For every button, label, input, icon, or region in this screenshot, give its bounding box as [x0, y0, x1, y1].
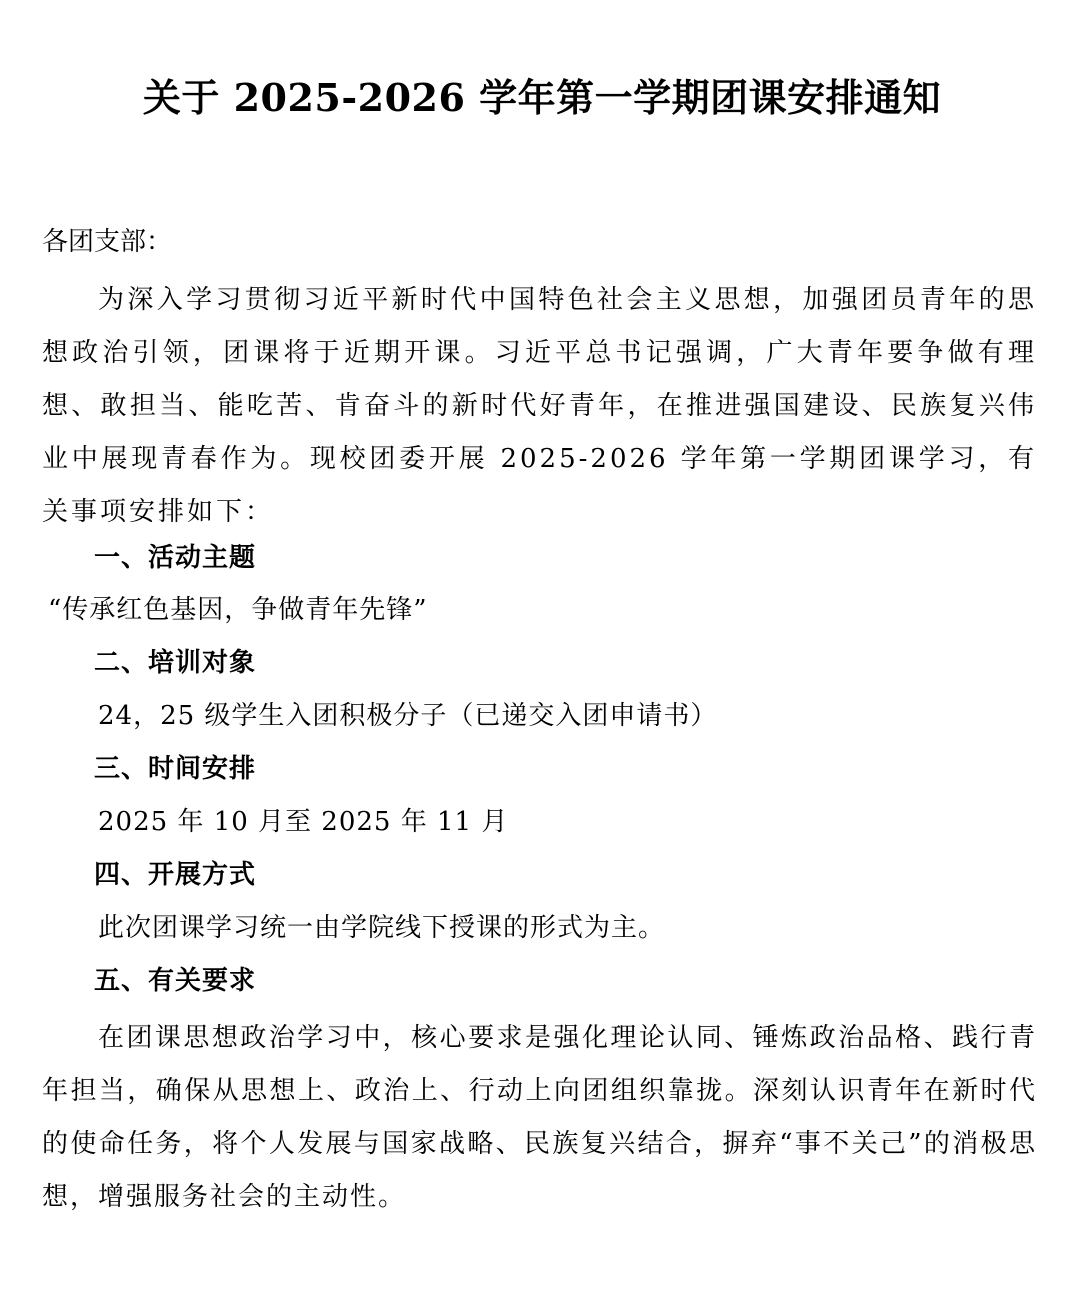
salutation: 各团支部：	[42, 227, 173, 257]
document-title: 关于 2025-2026 学年第一学期团课安排通知	[142, 75, 942, 120]
section-content-requirements: 在团课思想政治学习中，核心要求是强化理论认同、锤炼政治品格、践行青年担当，确保从思想上、政治上、行动上向团组织靠拢。深刻认识青年在新时代的使命任务，将个人发展与国家战略、民族复兴结合，摒弃“事不关己”的消极思想，增强服务社会的主动性。	[42, 1023, 1037, 1212]
section-content-format: 此次团课学习统一由学院线下授课的形式为主。	[98, 913, 666, 943]
section-heading-theme: 一、活动主题	[94, 543, 257, 573]
section-heading-schedule: 三、时间安排	[94, 754, 257, 784]
section-heading-audience: 二、培训对象	[94, 648, 257, 678]
section-content-schedule: 2025 年 10 月至 2025 年 11 月	[98, 807, 509, 837]
section-content-theme: “传承红色基因，争做青年先锋”	[48, 595, 428, 625]
section-heading-format: 四、开展方式	[94, 860, 257, 890]
intro-paragraph: 为深入学习贯彻习近平新时代中国特色社会主义思想，加强团员青年的思想政治引领，团课将于近期开课。习近平总书记强调，广大青年要争做有理想、敢担当、能吃苦、肯奋斗的新时代好青年，在推进强国建设、民族复兴伟业中展现青春作为。现校团委开展 2025-2026 学年第一学期团课学习，有关事项安排如下：	[42, 285, 1037, 527]
section-heading-requirements: 五、有关要求	[94, 966, 257, 996]
section-content-audience: 24，25 级学生入团积极分子（已递交入团申请书）	[98, 701, 718, 731]
